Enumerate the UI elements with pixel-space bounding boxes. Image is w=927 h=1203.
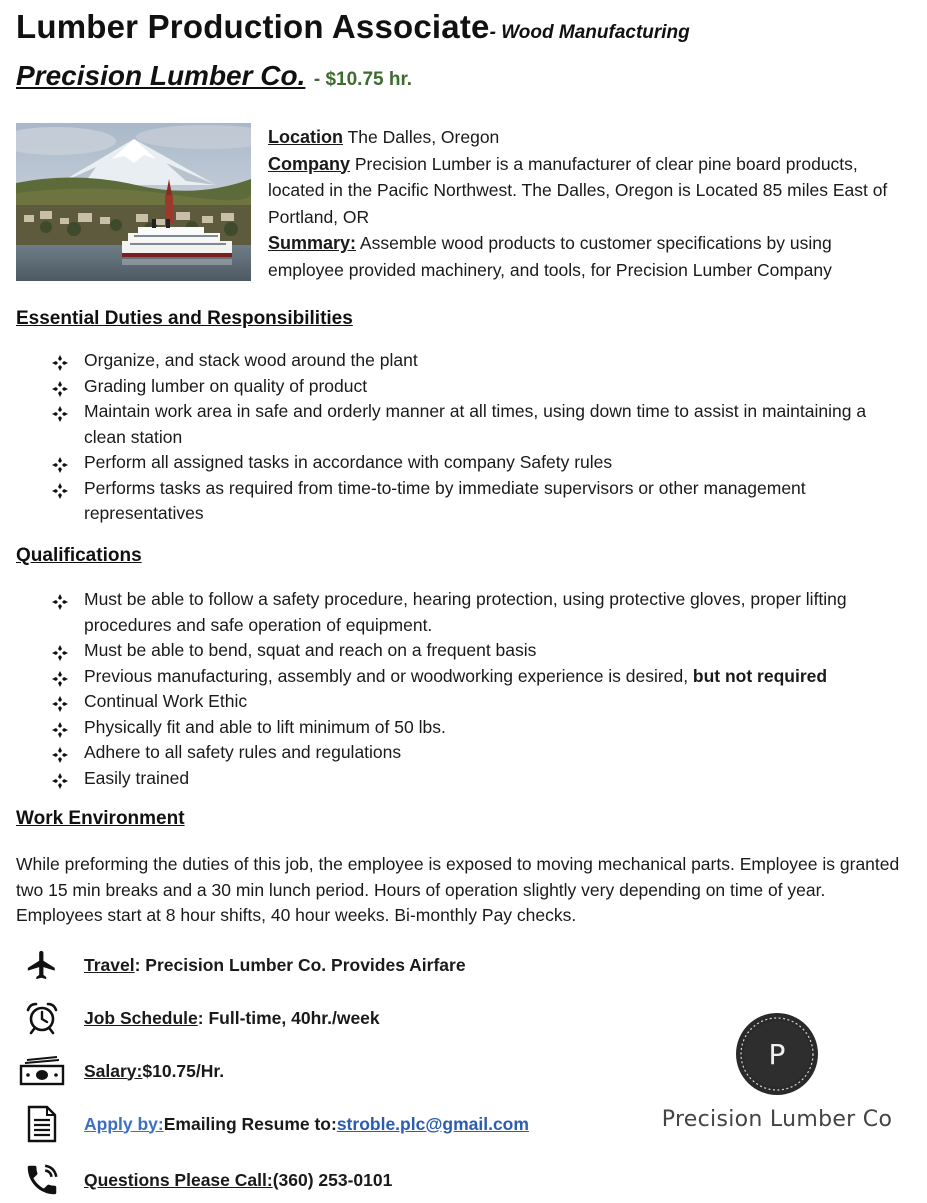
qualifications-heading: Qualifications (16, 545, 142, 566)
apply-by-link[interactable]: Apply by: (84, 1113, 164, 1134)
apply-row (16, 1104, 529, 1144)
list-item: Organize, and stack wood around the plant (52, 348, 902, 374)
job-info (268, 124, 898, 283)
company-label: Company (268, 153, 351, 174)
pay-rate: - $10.75 hr. (313, 69, 413, 90)
call-row (16, 1160, 392, 1200)
summary-label: Summary: (268, 233, 357, 253)
airplane-icon (16, 948, 68, 982)
apply-value: Emailing Resume to: (163, 1113, 337, 1134)
environment-heading: Work Environment (16, 808, 185, 829)
list-item: Adhere to all safety rules and regulations (52, 740, 902, 766)
not-required-note: but not required (692, 665, 828, 686)
list-item: Perform all assigned tasks in accordance with company Safety rules (52, 450, 902, 476)
diamond-bullet-icon (52, 720, 68, 736)
travel-row (16, 945, 466, 985)
job-subtitle: - Wood Manufacturing (489, 22, 690, 43)
diamond-bullet-icon (52, 669, 68, 685)
list-item: Grading lumber on quality of product (52, 374, 902, 400)
title-line (16, 8, 690, 46)
salary-label: Salary: (84, 1060, 143, 1081)
duties-list (52, 348, 902, 527)
diamond-bullet-icon (52, 404, 68, 420)
company-name: Precision Lumber Co. (16, 60, 306, 91)
call-label: Questions Please Call: (84, 1169, 273, 1190)
list-item: Maintain work area in safe and orderly manner at all times, using down time to assist in maintaining a clean station (52, 399, 902, 450)
diamond-bullet-icon (52, 643, 68, 659)
schedule-row (16, 998, 380, 1038)
list-item: Continual Work Ethic (52, 689, 902, 715)
diamond-bullet-icon (52, 745, 68, 761)
travel-value: : Precision Lumber Co. Provides Airfare (134, 954, 466, 975)
list-item: Performs tasks as required from time-to-time by immediate supervisors or other management representatives (52, 476, 902, 527)
list-item: Previous manufacturing, assembly and or woodworking experience is desired, but not required (52, 664, 902, 690)
location-label: Location (268, 127, 343, 147)
list-item: Must be able to bend, squat and reach on a frequent basis (52, 638, 902, 664)
company-line (16, 60, 412, 92)
diamond-bullet-icon (52, 455, 68, 471)
schedule-value: : Full-time, 40hr./week (197, 1007, 380, 1028)
logo-text: Precision Lumber Co (661, 1107, 893, 1132)
phone-icon (16, 1161, 68, 1199)
diamond-bullet-icon (52, 353, 68, 369)
duties-heading: Essential Duties and Responsibilities (16, 308, 353, 329)
money-icon (16, 1056, 68, 1086)
location-photo (16, 123, 251, 281)
travel-label: Travel (84, 954, 135, 975)
call-value: (360) 253-0101 (272, 1169, 393, 1190)
list-item: Physically fit and able to lift minimum of 50 lbs. (52, 715, 902, 741)
summary-value: Assemble wood products to customer specifications by using employee provided machinery, and tools, for Precision Lumber Company (268, 233, 832, 280)
diamond-bullet-icon (52, 771, 68, 787)
schedule-label: Job Schedule (84, 1007, 198, 1028)
list-item: Easily trained (52, 766, 902, 792)
diamond-bullet-icon (52, 592, 68, 608)
diamond-bullet-icon (52, 694, 68, 710)
list-item: Must be able to follow a safety procedure, hearing protection, using protective gloves, proper lifting procedures and safe operation of equipment. (52, 587, 902, 638)
logo-badge-icon (735, 1012, 819, 1096)
company-value: Precision Lumber is a manufacturer of clear pine board products, located in the Pacific Northwest. The Dalles, Oregon is Located 85 miles East of Portland, OR (268, 153, 888, 227)
job-title: Lumber Production Associate (16, 8, 490, 45)
logo-letter: P (768, 1038, 786, 1071)
qualifications-list (52, 587, 902, 791)
diamond-bullet-icon (52, 379, 68, 395)
document-icon (16, 1105, 68, 1143)
environment-text: While preforming the duties of this job, the employee is exposed to moving mechanical parts. Employee is granted two 15 min breaks and a 30 min lunch period. Hours of operation slightly very depending on time of year. Employees start at 8 hour shifts, 40 hour weeks. Bi-monthly Pay checks. (16, 854, 900, 925)
email-link[interactable]: stroble.plc@gmail.com (336, 1113, 529, 1134)
location-value: The Dalles, Oregon (343, 127, 500, 147)
diamond-bullet-icon (52, 481, 68, 497)
company-logo (652, 1012, 902, 1132)
alarm-clock-icon (16, 1001, 68, 1035)
salary-value: $10.75/Hr. (142, 1060, 225, 1081)
salary-row (16, 1051, 224, 1091)
